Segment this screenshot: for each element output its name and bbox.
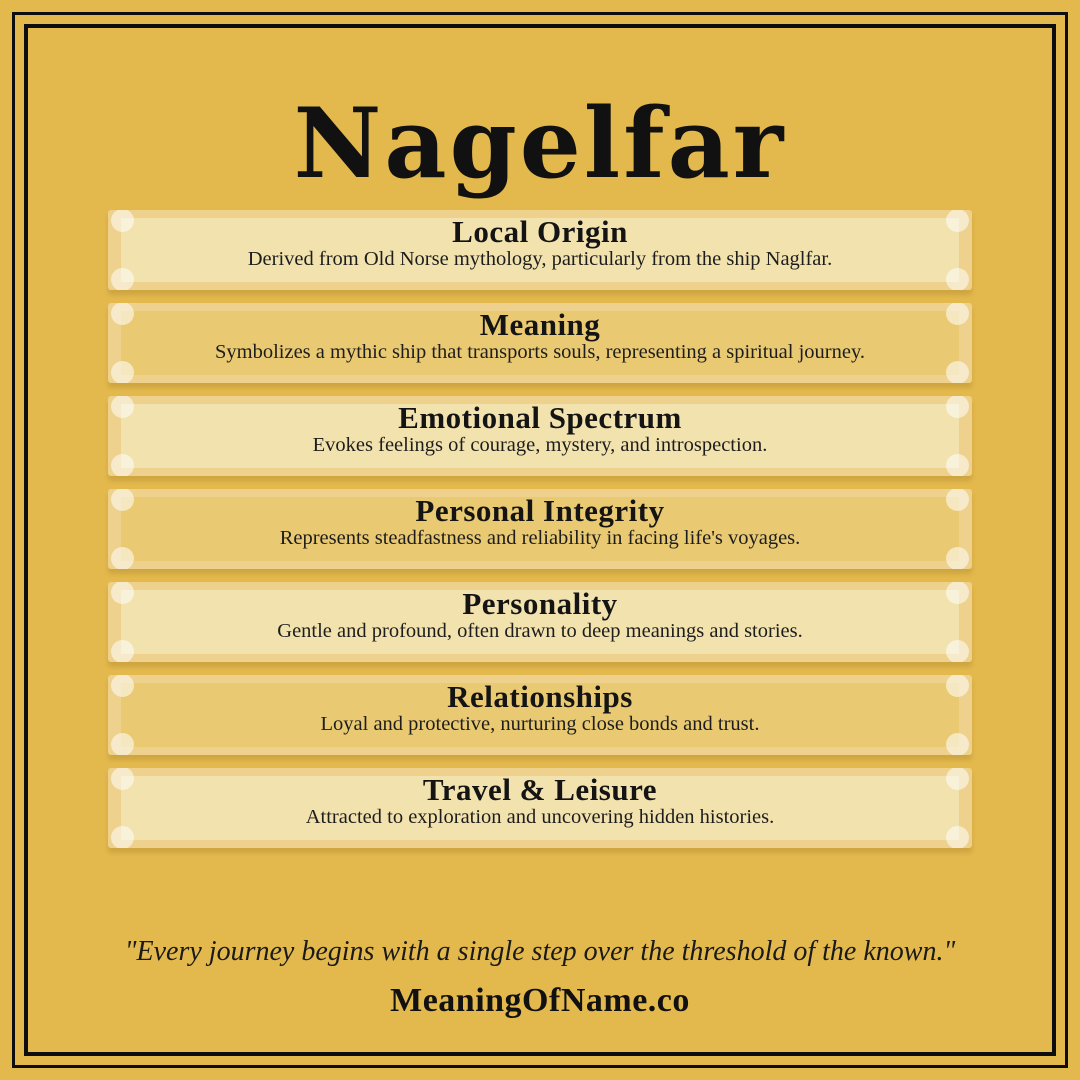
section-card-personality (108, 582, 972, 662)
section-card-meaning (108, 303, 972, 383)
card-text (108, 675, 972, 755)
section-heading: Local Origin (452, 214, 628, 249)
page-title: Nagelfar (293, 87, 787, 201)
footer-quote: "Every journey begins with a single step over the threshold of the known." (124, 936, 956, 967)
card-text (108, 210, 972, 290)
section-description: Gentle and profound, often drawn to deep meanings and stories. (277, 620, 803, 643)
card-text (108, 303, 972, 383)
section-heading: Relationships (447, 679, 633, 714)
section-heading: Emotional Spectrum (398, 400, 682, 435)
section-heading: Personality (462, 586, 618, 621)
section-card-personal-integrity (108, 489, 972, 569)
section-card-relationships (108, 675, 972, 755)
card-text (108, 768, 972, 848)
card-text (108, 396, 972, 476)
section-list (108, 210, 972, 861)
section-description: Symbolizes a mythic ship that transports souls, representing a spiritual journey. (214, 341, 865, 364)
section-card-local-origin (108, 210, 972, 290)
section-card-travel-leisure (108, 768, 972, 848)
card-text (108, 489, 972, 569)
section-description: Derived from Old Norse mythology, particularly from the ship Naglfar. (247, 248, 833, 271)
card-text (108, 582, 972, 662)
section-description: Represents steadfastness and reliability in facing life's voyages. (279, 527, 801, 550)
section-heading: Meaning (479, 307, 601, 342)
brand-wordmark: MeaningOfName.co (390, 982, 690, 1019)
section-heading: Travel & Leisure (422, 772, 658, 807)
section-card-emotional-spectrum (108, 396, 972, 476)
section-heading: Personal Integrity (415, 493, 665, 528)
section-description: Loyal and protective, nurturing close bonds and trust. (320, 713, 760, 736)
section-description: Attracted to exploration and uncovering hidden histories. (305, 806, 775, 829)
section-description: Evokes feelings of courage, mystery, and introspection. (312, 434, 768, 457)
